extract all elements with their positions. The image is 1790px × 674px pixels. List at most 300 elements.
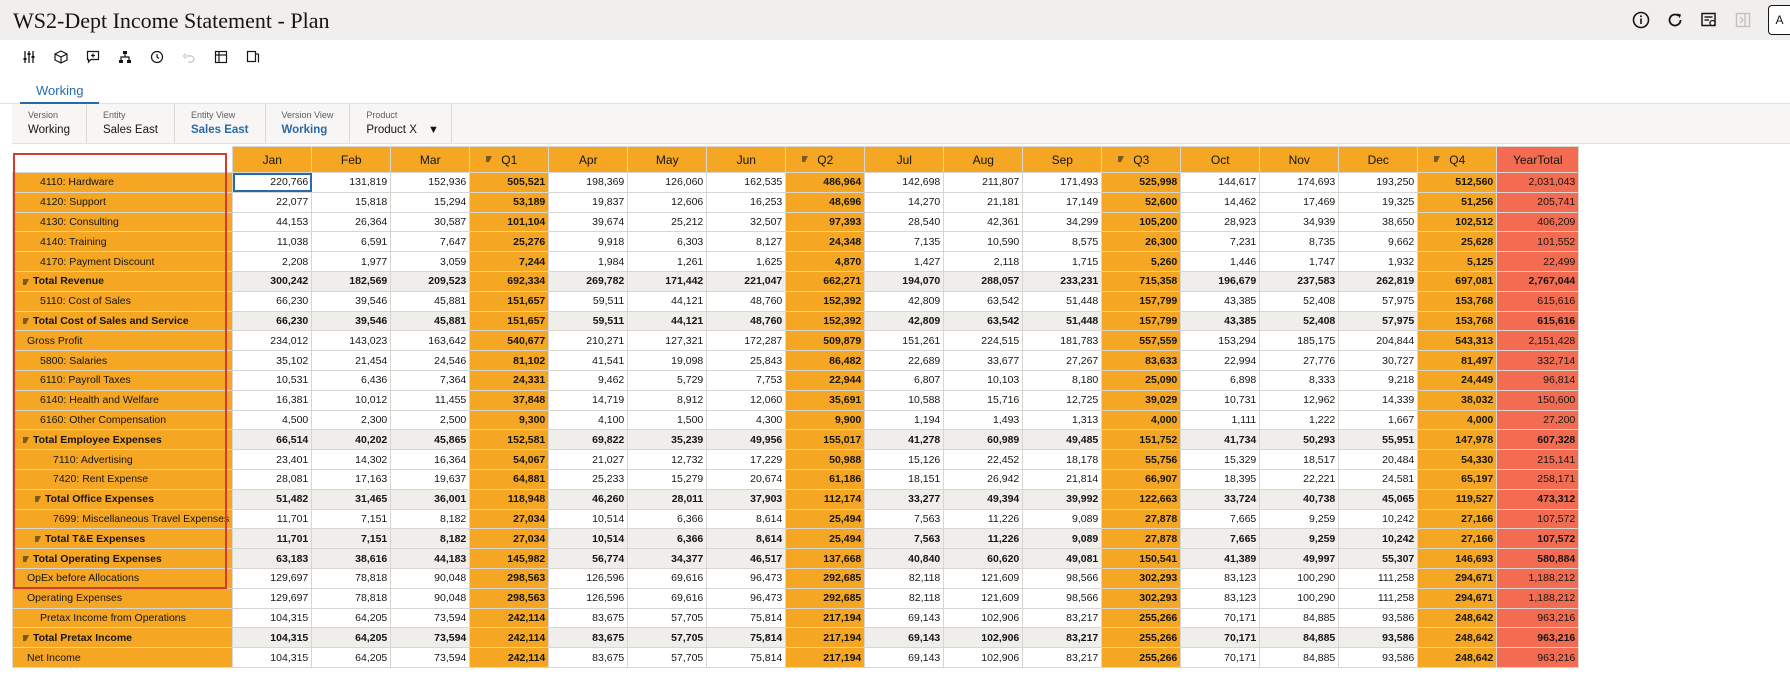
row-header[interactable] xyxy=(13,608,233,628)
data-cell[interactable]: 16,364 xyxy=(391,450,470,470)
column-header-jun[interactable] xyxy=(707,147,786,173)
pov-value[interactable]: Product X xyxy=(366,124,417,136)
data-cell[interactable]: 157,799 xyxy=(1102,291,1181,311)
data-cell[interactable]: 83,217 xyxy=(1023,648,1102,668)
data-cell[interactable]: 157,799 xyxy=(1102,311,1181,331)
data-cell[interactable]: 119,527 xyxy=(1418,489,1497,509)
data-cell[interactable]: 90,048 xyxy=(391,568,470,588)
data-cell[interactable]: 18,517 xyxy=(1260,450,1339,470)
data-cell[interactable]: 75,814 xyxy=(707,608,786,628)
data-cell[interactable]: 51,448 xyxy=(1023,291,1102,311)
data-cell[interactable]: 27,267 xyxy=(1023,351,1102,371)
data-cell[interactable]: 6,366 xyxy=(628,529,707,549)
data-cell[interactable]: 8,182 xyxy=(391,509,470,529)
data-cell[interactable]: 39,029 xyxy=(1102,390,1181,410)
data-cell[interactable]: 101,552 xyxy=(1497,232,1579,252)
data-cell[interactable]: 6,366 xyxy=(628,509,707,529)
data-cell[interactable]: 146,693 xyxy=(1418,549,1497,569)
data-cell[interactable]: 104,315 xyxy=(233,628,312,648)
data-cell[interactable]: 4,100 xyxy=(549,410,628,430)
data-cell[interactable]: 83,217 xyxy=(1023,608,1102,628)
row-header[interactable] xyxy=(13,192,233,212)
data-cell[interactable]: 2,208 xyxy=(233,252,312,272)
data-cell[interactable]: 27,034 xyxy=(470,529,549,549)
data-cell[interactable]: 172,287 xyxy=(707,331,786,351)
data-cell[interactable]: 11,701 xyxy=(233,509,312,529)
data-cell[interactable]: 196,679 xyxy=(1181,271,1260,291)
data-cell[interactable]: 84,885 xyxy=(1260,648,1339,668)
data-cell[interactable]: 107,572 xyxy=(1497,529,1579,549)
data-cell[interactable]: 210,271 xyxy=(549,331,628,351)
data-cell[interactable]: 8,180 xyxy=(1023,370,1102,390)
data-cell[interactable]: 9,259 xyxy=(1260,529,1339,549)
data-cell[interactable]: 5,729 xyxy=(628,370,707,390)
data-cell[interactable]: 242,114 xyxy=(470,628,549,648)
data-cell[interactable]: 525,998 xyxy=(1102,173,1181,193)
data-cell[interactable]: 224,515 xyxy=(944,331,1023,351)
data-cell[interactable]: 4,000 xyxy=(1102,410,1181,430)
data-cell[interactable]: 9,662 xyxy=(1339,232,1418,252)
data-cell[interactable]: 66,230 xyxy=(233,311,312,331)
history-icon[interactable] xyxy=(141,40,173,74)
data-cell[interactable]: 27,166 xyxy=(1418,529,1497,549)
data-cell[interactable]: 580,884 xyxy=(1497,549,1579,569)
data-cell[interactable]: 121,609 xyxy=(944,568,1023,588)
data-cell[interactable]: 15,279 xyxy=(628,469,707,489)
data-cell[interactable]: 98,566 xyxy=(1023,568,1102,588)
data-cell[interactable]: 151,752 xyxy=(1102,430,1181,450)
data-cell[interactable]: 15,126 xyxy=(865,450,944,470)
pov-item-product[interactable] xyxy=(350,104,452,143)
data-cell[interactable]: 17,229 xyxy=(707,450,786,470)
data-cell[interactable]: 44,121 xyxy=(628,311,707,331)
column-header-jul[interactable] xyxy=(865,147,944,173)
data-cell[interactable]: 540,677 xyxy=(470,331,549,351)
data-cell[interactable]: 83,217 xyxy=(1023,628,1102,648)
data-cell[interactable]: 211,807 xyxy=(944,173,1023,193)
data-cell[interactable]: 81,497 xyxy=(1418,351,1497,371)
row-header[interactable] xyxy=(13,370,233,390)
data-cell[interactable]: 51,256 xyxy=(1418,192,1497,212)
data-cell[interactable]: 25,494 xyxy=(786,509,865,529)
data-cell[interactable]: 49,956 xyxy=(707,430,786,450)
data-cell[interactable]: 107,572 xyxy=(1497,509,1579,529)
row-header[interactable] xyxy=(13,351,233,371)
row-header[interactable] xyxy=(13,568,233,588)
data-cell[interactable]: 52,408 xyxy=(1260,311,1339,331)
data-cell[interactable]: 147,978 xyxy=(1418,430,1497,450)
data-cell[interactable]: 163,642 xyxy=(391,331,470,351)
data-cell[interactable]: 83,675 xyxy=(549,628,628,648)
data-cell[interactable]: 1,111 xyxy=(1181,410,1260,430)
data-cell[interactable]: 50,988 xyxy=(786,450,865,470)
data-cell[interactable]: 41,389 xyxy=(1181,549,1260,569)
overflow-button[interactable]: A xyxy=(1768,5,1790,35)
data-cell[interactable]: 102,906 xyxy=(944,648,1023,668)
data-cell[interactable]: 46,517 xyxy=(707,549,786,569)
data-cell[interactable]: 97,393 xyxy=(786,212,865,232)
data-cell[interactable]: 615,616 xyxy=(1497,311,1579,331)
data-cell[interactable]: 237,583 xyxy=(1260,271,1339,291)
data-cell[interactable]: 715,358 xyxy=(1102,271,1181,291)
data-cell[interactable]: 294,671 xyxy=(1418,568,1497,588)
data-cell[interactable]: 9,462 xyxy=(549,370,628,390)
data-cell[interactable]: 6,898 xyxy=(1181,370,1260,390)
data-cell[interactable]: 26,364 xyxy=(312,212,391,232)
data-cell[interactable]: 145,982 xyxy=(470,549,549,569)
data-cell[interactable]: 118,948 xyxy=(470,489,549,509)
data-cell[interactable]: 83,675 xyxy=(549,648,628,668)
data-cell[interactable]: 557,559 xyxy=(1102,331,1181,351)
data-cell[interactable]: 4,870 xyxy=(786,252,865,272)
data-cell[interactable]: 10,588 xyxy=(865,390,944,410)
data-cell[interactable]: 24,331 xyxy=(470,370,549,390)
data-cell[interactable]: 153,768 xyxy=(1418,311,1497,331)
data-cell[interactable]: 697,081 xyxy=(1418,271,1497,291)
data-cell[interactable]: 269,782 xyxy=(549,271,628,291)
data-cell[interactable]: 8,182 xyxy=(391,529,470,549)
data-cell[interactable]: 25,276 xyxy=(470,232,549,252)
data-cell[interactable]: 69,143 xyxy=(865,648,944,668)
data-cell[interactable]: 27,200 xyxy=(1497,410,1579,430)
data-cell[interactable]: 48,760 xyxy=(707,291,786,311)
data-cell[interactable]: 102,906 xyxy=(944,608,1023,628)
data-cell[interactable]: 14,302 xyxy=(312,450,391,470)
data-cell[interactable]: 25,628 xyxy=(1418,232,1497,252)
data-cell[interactable]: 63,183 xyxy=(233,549,312,569)
cube-icon[interactable] xyxy=(45,40,77,74)
data-cell[interactable]: 10,514 xyxy=(549,529,628,549)
data-cell[interactable]: 126,596 xyxy=(549,568,628,588)
data-cell[interactable]: 38,650 xyxy=(1339,212,1418,232)
data-cell[interactable]: 7,231 xyxy=(1181,232,1260,252)
row-header[interactable] xyxy=(13,450,233,470)
data-cell[interactable]: 21,181 xyxy=(944,192,1023,212)
data-cell[interactable]: 60,989 xyxy=(944,430,1023,450)
data-cell[interactable]: 39,546 xyxy=(312,291,391,311)
data-cell[interactable]: 258,171 xyxy=(1497,469,1579,489)
data-cell[interactable]: 35,239 xyxy=(628,430,707,450)
data-cell[interactable]: 25,212 xyxy=(628,212,707,232)
row-header[interactable] xyxy=(13,252,233,272)
data-cell[interactable]: 39,992 xyxy=(1023,489,1102,509)
data-cell[interactable]: 153,294 xyxy=(1181,331,1260,351)
data-cell[interactable]: 104,315 xyxy=(233,608,312,628)
data-cell[interactable]: 43,385 xyxy=(1181,291,1260,311)
data-cell[interactable]: 233,231 xyxy=(1023,271,1102,291)
data-cell[interactable]: 17,149 xyxy=(1023,192,1102,212)
data-cell[interactable]: 28,923 xyxy=(1181,212,1260,232)
data-cell[interactable]: 607,328 xyxy=(1497,430,1579,450)
data-cell[interactable]: 19,325 xyxy=(1339,192,1418,212)
data-cell[interactable]: 26,942 xyxy=(944,469,1023,489)
data-cell[interactable]: 7,151 xyxy=(312,529,391,549)
data-cell[interactable]: 46,260 xyxy=(549,489,628,509)
data-cell[interactable]: 24,546 xyxy=(391,351,470,371)
data-cell[interactable]: 6,807 xyxy=(865,370,944,390)
data-cell[interactable]: 1,188,212 xyxy=(1497,568,1579,588)
data-cell[interactable]: 6,436 xyxy=(312,370,391,390)
data-cell[interactable]: 54,067 xyxy=(470,450,549,470)
data-cell[interactable]: 111,258 xyxy=(1339,588,1418,608)
data-cell[interactable]: 96,473 xyxy=(707,588,786,608)
data-cell[interactable]: 242,114 xyxy=(470,608,549,628)
row-header[interactable] xyxy=(13,469,233,489)
data-cell[interactable]: 63,542 xyxy=(944,311,1023,331)
data-cell[interactable]: 4,500 xyxy=(233,410,312,430)
row-header[interactable] xyxy=(13,390,233,410)
data-cell[interactable]: 8,127 xyxy=(707,232,786,252)
data-cell[interactable]: 22,452 xyxy=(944,450,1023,470)
data-cell[interactable]: 78,818 xyxy=(312,568,391,588)
data-cell[interactable]: 205,741 xyxy=(1497,192,1579,212)
data-cell[interactable]: 10,731 xyxy=(1181,390,1260,410)
data-cell[interactable]: 35,691 xyxy=(786,390,865,410)
data-cell[interactable]: 69,616 xyxy=(628,568,707,588)
data-cell[interactable]: 34,299 xyxy=(1023,212,1102,232)
data-cell[interactable]: 105,200 xyxy=(1102,212,1181,232)
data-cell[interactable]: 19,637 xyxy=(391,469,470,489)
data-cell[interactable]: 24,449 xyxy=(1418,370,1497,390)
data-cell[interactable]: 73,594 xyxy=(391,648,470,668)
data-cell[interactable]: 100,290 xyxy=(1260,568,1339,588)
data-cell[interactable]: 70,171 xyxy=(1181,628,1260,648)
data-cell[interactable]: 182,569 xyxy=(312,271,391,291)
data-cell[interactable]: 234,012 xyxy=(233,331,312,351)
data-cell[interactable]: 65,197 xyxy=(1418,469,1497,489)
data-cell[interactable]: 96,814 xyxy=(1497,370,1579,390)
collapse-icon[interactable] xyxy=(35,496,41,502)
data-cell[interactable]: 102,906 xyxy=(944,628,1023,648)
row-header[interactable] xyxy=(13,232,233,252)
data-cell[interactable]: 56,774 xyxy=(549,549,628,569)
data-cell[interactable]: 171,442 xyxy=(628,271,707,291)
data-cell[interactable]: 12,962 xyxy=(1260,390,1339,410)
column-header-oct[interactable] xyxy=(1181,147,1260,173)
data-cell[interactable]: 39,546 xyxy=(312,311,391,331)
column-header-dec[interactable] xyxy=(1339,147,1418,173)
data-cell[interactable]: 12,725 xyxy=(1023,390,1102,410)
data-cell[interactable]: 55,307 xyxy=(1339,549,1418,569)
column-header-may[interactable] xyxy=(628,147,707,173)
data-cell[interactable]: 198,369 xyxy=(549,173,628,193)
data-cell[interactable]: 96,473 xyxy=(707,568,786,588)
data-cell[interactable]: 18,178 xyxy=(1023,450,1102,470)
data-cell[interactable]: 294,671 xyxy=(1418,588,1497,608)
data-cell[interactable]: 45,881 xyxy=(391,311,470,331)
pov-item-entity-view[interactable] xyxy=(175,104,266,143)
data-cell[interactable]: 209,523 xyxy=(391,271,470,291)
data-cell[interactable]: 10,590 xyxy=(944,232,1023,252)
data-cell[interactable]: 181,783 xyxy=(1023,331,1102,351)
data-cell[interactable]: 7,753 xyxy=(707,370,786,390)
data-cell[interactable]: 14,462 xyxy=(1181,192,1260,212)
data-cell[interactable]: 69,143 xyxy=(865,608,944,628)
data-cell[interactable]: 82,118 xyxy=(865,568,944,588)
data-cell[interactable]: 1,715 xyxy=(1023,252,1102,272)
data-cell[interactable]: 70,171 xyxy=(1181,648,1260,668)
data-cell[interactable]: 34,939 xyxy=(1260,212,1339,232)
column-header-jan[interactable] xyxy=(233,147,312,173)
data-cell[interactable]: 129,697 xyxy=(233,588,312,608)
data-cell[interactable]: 7,647 xyxy=(391,232,470,252)
data-cell[interactable]: 505,521 xyxy=(470,173,549,193)
data-cell[interactable]: 9,918 xyxy=(549,232,628,252)
data-cell[interactable]: 55,951 xyxy=(1339,430,1418,450)
data-cell[interactable]: 12,060 xyxy=(707,390,786,410)
data-cell[interactable]: 9,300 xyxy=(470,410,549,430)
data-cell[interactable]: 121,609 xyxy=(944,588,1023,608)
pov-value[interactable]: Sales East xyxy=(190,124,249,136)
pov-item-version-view[interactable] xyxy=(266,104,351,143)
chevron-down-icon[interactable]: ▼ xyxy=(427,124,439,136)
data-cell[interactable]: 509,879 xyxy=(786,331,865,351)
data-cell[interactable]: 30,727 xyxy=(1339,351,1418,371)
data-cell[interactable]: 40,840 xyxy=(865,549,944,569)
collapse-icon[interactable] xyxy=(23,556,29,562)
data-cell[interactable]: 7,244 xyxy=(470,252,549,272)
data-cell[interactable]: 22,994 xyxy=(1181,351,1260,371)
data-cell[interactable]: 3,059 xyxy=(391,252,470,272)
data-cell[interactable]: 10,514 xyxy=(549,509,628,529)
data-cell[interactable]: 8,614 xyxy=(707,509,786,529)
row-header[interactable] xyxy=(13,588,233,608)
row-header[interactable] xyxy=(13,311,233,331)
data-cell[interactable]: 615,616 xyxy=(1497,291,1579,311)
data-cell[interactable]: 52,600 xyxy=(1102,192,1181,212)
data-cell[interactable]: 63,542 xyxy=(944,291,1023,311)
data-cell[interactable]: 42,809 xyxy=(865,311,944,331)
data-cell[interactable]: 49,081 xyxy=(1023,549,1102,569)
data-cell[interactable]: 10,242 xyxy=(1339,509,1418,529)
column-header-nov[interactable] xyxy=(1260,147,1339,173)
data-cell[interactable]: 11,226 xyxy=(944,529,1023,549)
data-cell[interactable]: 21,814 xyxy=(1023,469,1102,489)
data-cell[interactable]: 221,047 xyxy=(707,271,786,291)
data-cell[interactable]: 963,216 xyxy=(1497,608,1579,628)
data-cell[interactable]: 12,606 xyxy=(628,192,707,212)
data-cell[interactable]: 9,218 xyxy=(1339,370,1418,390)
data-cell[interactable]: 4,300 xyxy=(707,410,786,430)
data-cell[interactable]: 220,766 xyxy=(233,173,312,193)
data-cell[interactable]: 41,278 xyxy=(865,430,944,450)
row-header[interactable] xyxy=(13,509,233,529)
data-cell[interactable]: 1,446 xyxy=(1181,252,1260,272)
data-cell[interactable]: 11,038 xyxy=(233,232,312,252)
data-cell[interactable]: 22,221 xyxy=(1260,469,1339,489)
data-cell[interactable]: 14,270 xyxy=(865,192,944,212)
data-cell[interactable]: 15,329 xyxy=(1181,450,1260,470)
data-cell[interactable]: 217,194 xyxy=(786,648,865,668)
data-cell[interactable]: 27,878 xyxy=(1102,529,1181,549)
data-cell[interactable]: 22,077 xyxy=(233,192,312,212)
data-cell[interactable]: 242,114 xyxy=(470,648,549,668)
data-cell[interactable]: 1,984 xyxy=(549,252,628,272)
column-header-sep[interactable] xyxy=(1023,147,1102,173)
collapse-icon[interactable] xyxy=(1118,156,1124,162)
data-cell[interactable]: 152,936 xyxy=(391,173,470,193)
row-header[interactable] xyxy=(13,430,233,450)
data-cell[interactable]: 11,455 xyxy=(391,390,470,410)
data-cell[interactable]: 174,693 xyxy=(1260,173,1339,193)
pov-item-entity[interactable] xyxy=(87,104,175,143)
data-cell[interactable]: 45,881 xyxy=(391,291,470,311)
data-cell[interactable]: 42,809 xyxy=(865,291,944,311)
data-cell[interactable]: 57,705 xyxy=(628,628,707,648)
data-cell[interactable]: 37,903 xyxy=(707,489,786,509)
data-cell[interactable]: 42,361 xyxy=(944,212,1023,232)
data-cell[interactable]: 7,151 xyxy=(312,509,391,529)
data-cell[interactable]: 27,166 xyxy=(1418,509,1497,529)
collapse-icon[interactable] xyxy=(486,156,492,162)
data-cell[interactable]: 1,261 xyxy=(628,252,707,272)
data-cell[interactable]: 129,697 xyxy=(233,568,312,588)
data-cell[interactable]: 17,469 xyxy=(1260,192,1339,212)
data-cell[interactable]: 21,027 xyxy=(549,450,628,470)
data-cell[interactable]: 473,312 xyxy=(1497,489,1579,509)
data-cell[interactable]: 28,011 xyxy=(628,489,707,509)
column-header-feb[interactable] xyxy=(312,147,391,173)
data-cell[interactable]: 155,017 xyxy=(786,430,865,450)
data-cell[interactable]: 10,012 xyxy=(312,390,391,410)
data-cell[interactable]: 61,186 xyxy=(786,469,865,489)
column-header-yeartotal[interactable] xyxy=(1497,147,1579,173)
collapse-icon[interactable] xyxy=(802,156,808,162)
pov-value[interactable]: Working xyxy=(281,124,328,136)
data-cell[interactable]: 153,768 xyxy=(1418,291,1497,311)
data-cell[interactable]: 20,484 xyxy=(1339,450,1418,470)
data-cell[interactable]: 57,705 xyxy=(628,608,707,628)
data-cell[interactable]: 1,747 xyxy=(1260,252,1339,272)
data-cell[interactable]: 41,541 xyxy=(549,351,628,371)
data-cell[interactable]: 112,174 xyxy=(786,489,865,509)
data-cell[interactable]: 194,070 xyxy=(865,271,944,291)
data-cell[interactable]: 8,575 xyxy=(1023,232,1102,252)
data-cell[interactable]: 292,685 xyxy=(786,588,865,608)
data-cell[interactable]: 248,642 xyxy=(1418,608,1497,628)
data-cell[interactable]: 32,507 xyxy=(707,212,786,232)
row-header[interactable] xyxy=(13,648,233,668)
row-header[interactable] xyxy=(13,410,233,430)
data-cell[interactable]: 142,698 xyxy=(865,173,944,193)
data-cell[interactable]: 22,499 xyxy=(1497,252,1579,272)
data-cell[interactable]: 151,657 xyxy=(470,291,549,311)
data-cell[interactable]: 262,819 xyxy=(1339,271,1418,291)
data-cell[interactable]: 4,000 xyxy=(1418,410,1497,430)
data-cell[interactable]: 1,427 xyxy=(865,252,944,272)
data-cell[interactable]: 83,123 xyxy=(1181,588,1260,608)
data-cell[interactable]: 24,348 xyxy=(786,232,865,252)
comment-icon[interactable] xyxy=(77,40,109,74)
data-cell[interactable]: 75,814 xyxy=(707,648,786,668)
data-cell[interactable]: 150,541 xyxy=(1102,549,1181,569)
data-cell[interactable]: 52,408 xyxy=(1260,291,1339,311)
data-cell[interactable]: 66,907 xyxy=(1102,469,1181,489)
data-cell[interactable]: 57,705 xyxy=(628,648,707,668)
row-header[interactable] xyxy=(13,628,233,648)
data-cell[interactable]: 104,315 xyxy=(233,648,312,668)
data-cell[interactable]: 84,885 xyxy=(1260,608,1339,628)
data-cell[interactable]: 44,121 xyxy=(628,291,707,311)
data-cell[interactable]: 38,616 xyxy=(312,549,391,569)
data-cell[interactable]: 25,494 xyxy=(786,529,865,549)
data-cell[interactable]: 9,900 xyxy=(786,410,865,430)
data-cell[interactable]: 81,102 xyxy=(470,351,549,371)
data-cell[interactable]: 127,321 xyxy=(628,331,707,351)
data-cell[interactable]: 16,253 xyxy=(707,192,786,212)
adjust-icon[interactable] xyxy=(13,40,45,74)
data-cell[interactable]: 9,259 xyxy=(1260,509,1339,529)
